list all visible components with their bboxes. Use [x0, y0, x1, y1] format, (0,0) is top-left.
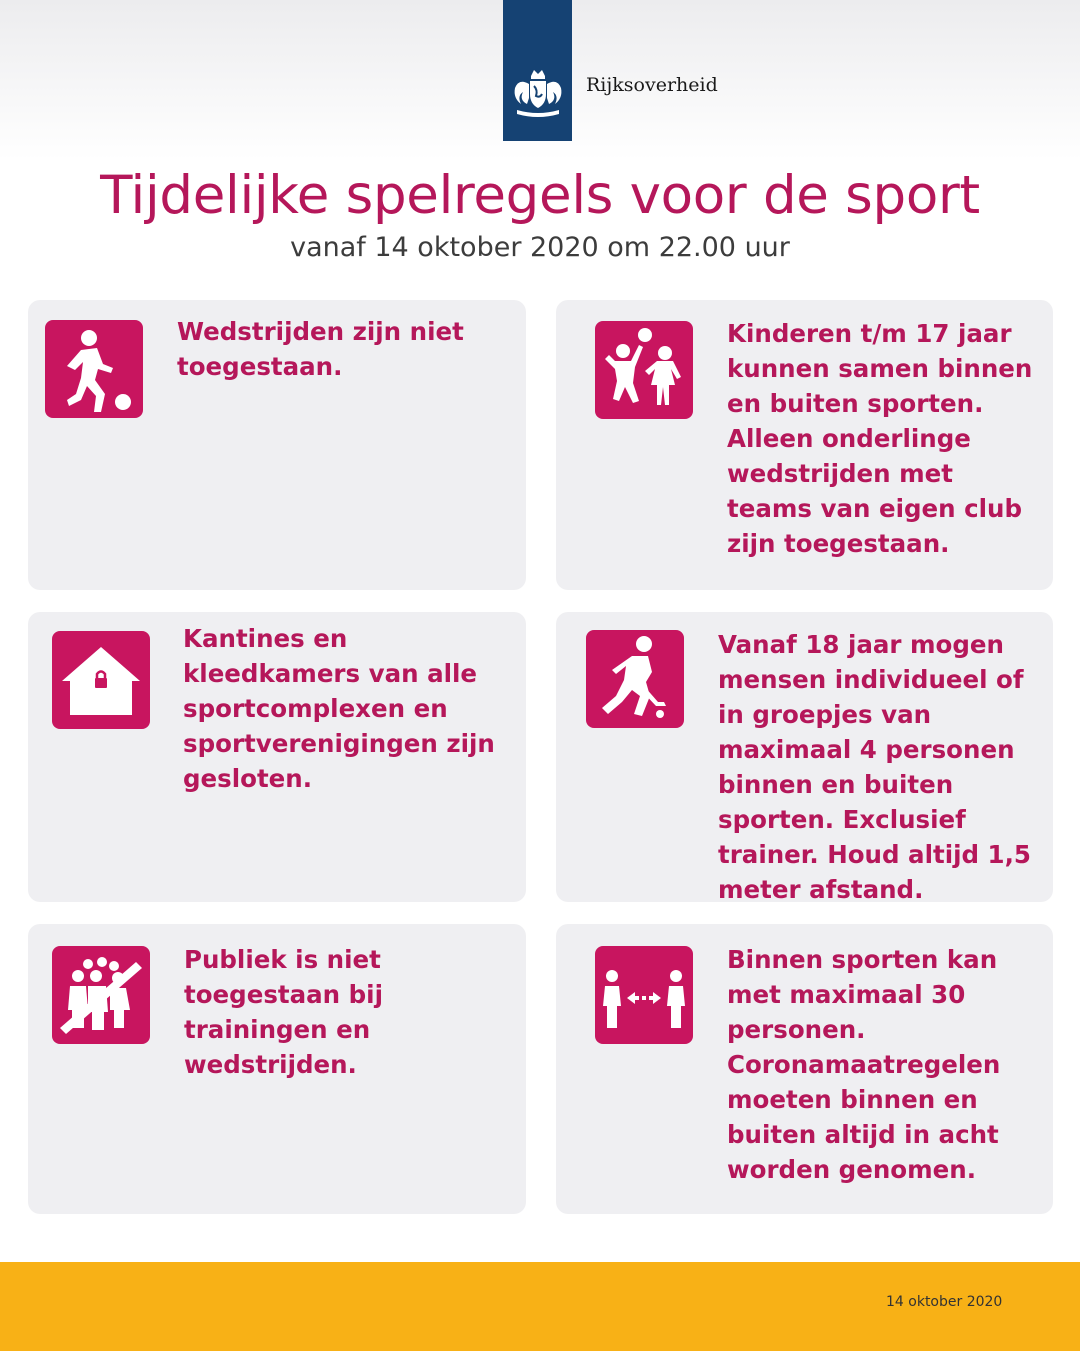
- rule-text-secondary: Coronamaatregelen moeten binnen en buiten altijd in acht worden genomen.: [727, 1050, 1001, 1184]
- rule-text: Binnen sporten kan met maximaal 30 personen.: [727, 945, 998, 1044]
- distance-people-icon: [595, 946, 693, 1044]
- rule-text: Kinderen t/m 17 jaar kunnen samen binnen en buiten sporten. Alleen onderlinge wedstrijden met teams van eigen club zijn toegestaan.: [727, 319, 1033, 558]
- rijksoverheid-logo-bar: [503, 0, 572, 141]
- page-title: Tijdelijke spelregels voor de sport: [100, 165, 980, 226]
- children-playing-icon: [595, 321, 693, 419]
- rule-text: Publiek is niet toegestaan bij trainingen en wedstrijden.: [184, 945, 383, 1079]
- no-audience-icon: [52, 946, 150, 1044]
- rule-card-indoor: [556, 924, 1053, 1214]
- rule-card-adults: [556, 612, 1053, 902]
- rule-text: Wedstrijden zijn niet toegestaan.: [177, 317, 464, 381]
- rule-card-audience: [28, 924, 526, 1214]
- coat-of-arms-icon: [509, 68, 567, 124]
- brand-name: Rijksoverheid: [586, 74, 718, 96]
- rule-card-matches: [28, 300, 526, 590]
- hockey-player-icon: [586, 630, 684, 728]
- soccer-player-icon: [45, 320, 143, 418]
- rule-text: Kantines en kleedkamers van alle sportcomplexen en sportverenigingen zijn gesloten.: [183, 624, 495, 793]
- rule-text: Vanaf 18 jaar mogen mensen individueel of in groepjes van maximaal 4 personen binnen en buiten sporten. Exclusief trainer. Houd altijd 1,5 meter afstand.: [718, 630, 1031, 904]
- footer-date: 14 oktober 2020: [886, 1294, 1003, 1310]
- page-subtitle: vanaf 14 oktober 2020 om 22.00 uur: [290, 232, 790, 263]
- rule-card-canteens: [28, 612, 526, 902]
- locked-house-icon: [52, 631, 150, 729]
- rule-card-children: [556, 300, 1053, 590]
